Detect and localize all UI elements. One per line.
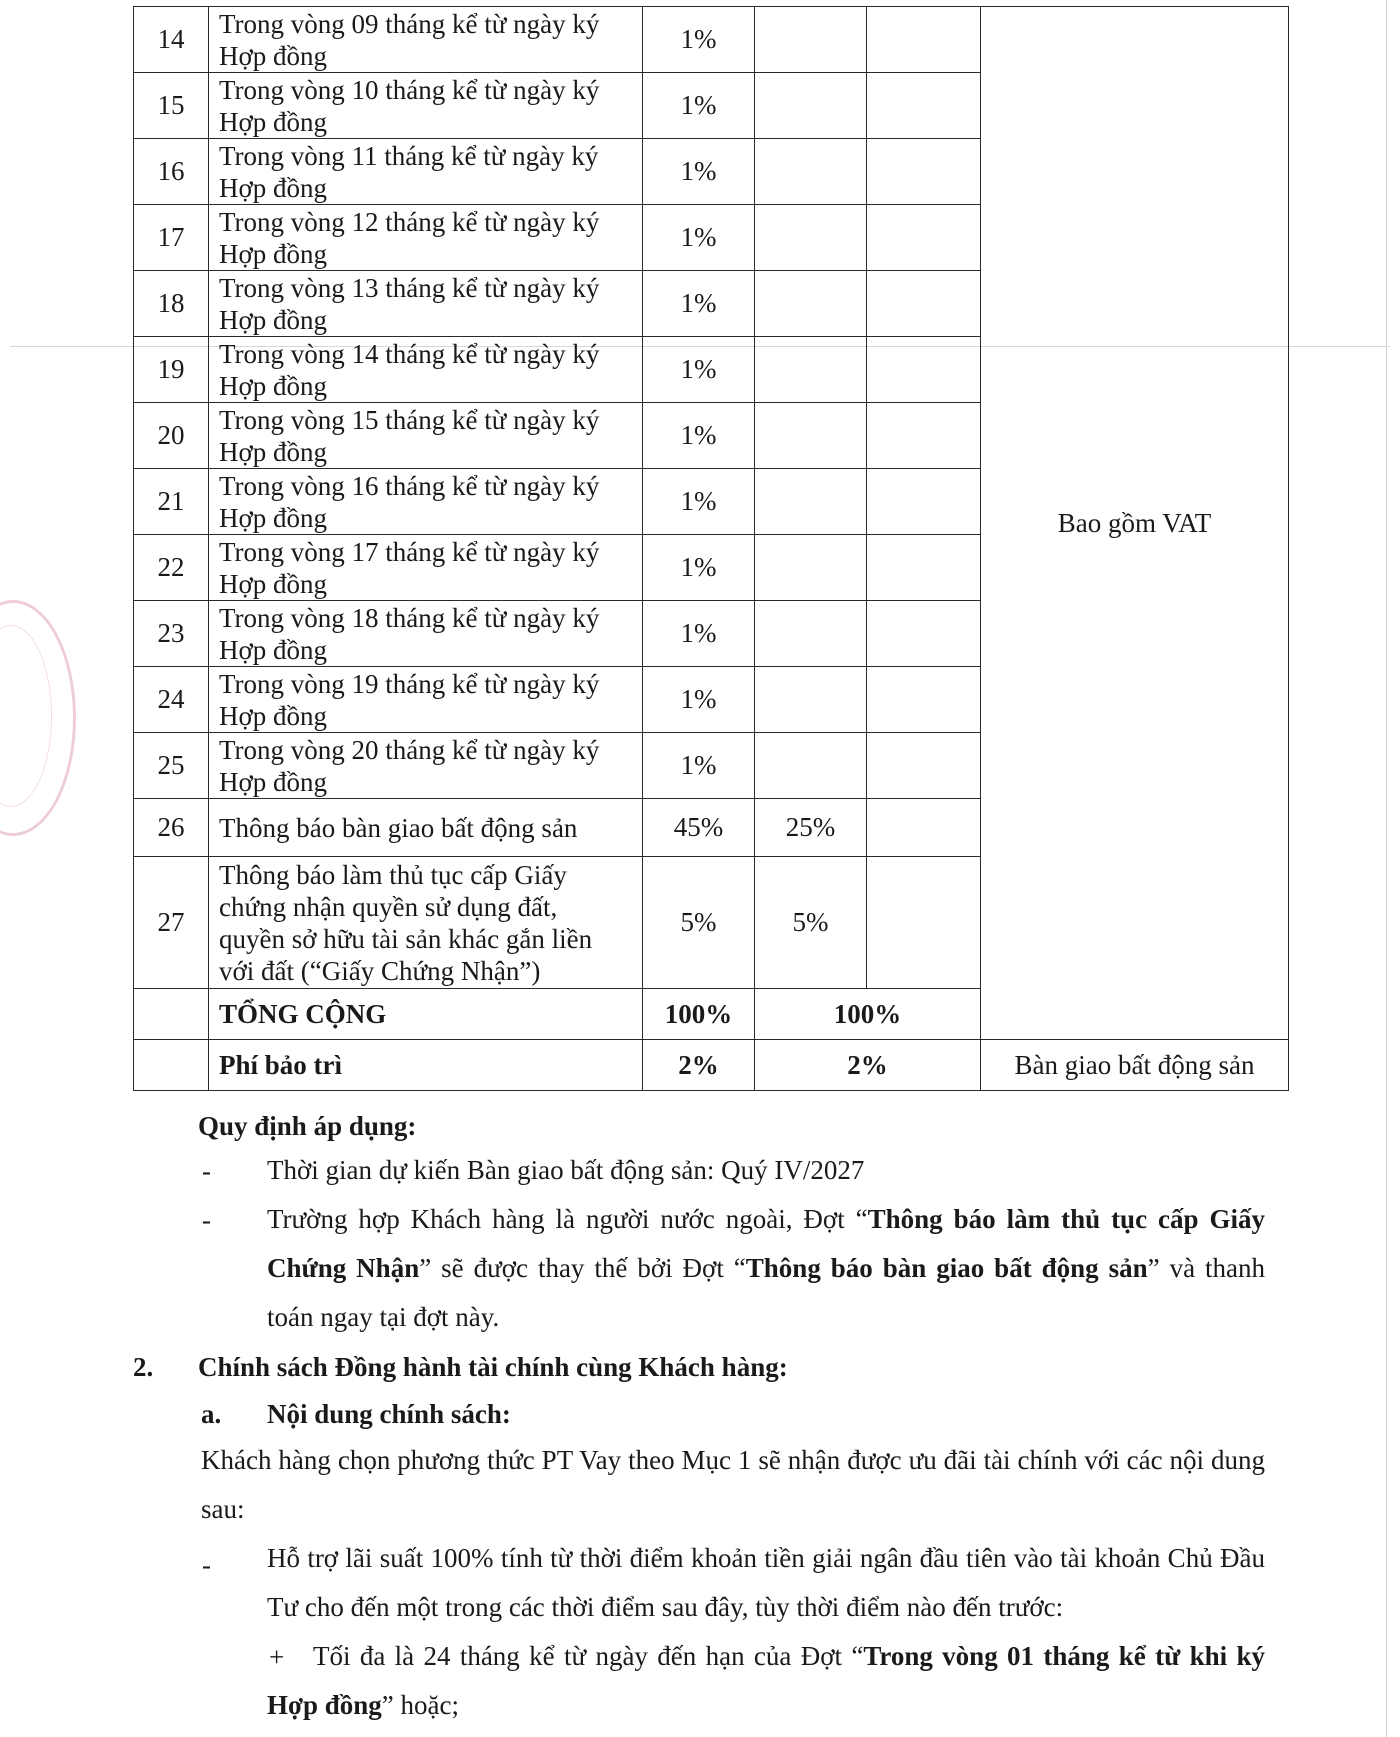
row-percent: 1%	[643, 337, 755, 403]
row-percent-2	[755, 733, 867, 799]
rules-bullet2-text3: ” và thanh toán ngay tại đợt này.	[267, 1253, 1266, 1332]
section2-plus-bold: Trong vòng 01 tháng kể từ khi ký Hợp đồng	[267, 1641, 1266, 1720]
section2-plus: +	[269, 1642, 285, 1672]
rules-heading: Quy định áp dụng:	[198, 1111, 417, 1141]
row-empty-cell	[867, 601, 981, 667]
row-description-line: Trong vòng 10 tháng kể từ ngày ký	[219, 74, 600, 105]
row-description-line: Hợp đồng	[219, 238, 328, 269]
row-percent: 1%	[643, 7, 755, 73]
row-percent: 1%	[643, 403, 755, 469]
row-percent: 45%	[643, 799, 755, 857]
row-description-line: Trong vòng 20 tháng kể từ ngày ký	[219, 734, 600, 765]
rules-bullet2	[267, 1195, 1265, 1342]
row-description-line: Trong vòng 19 tháng kể từ ngày ký	[219, 668, 600, 699]
fee-empty-cell	[134, 1040, 209, 1091]
row-description-line: Trong vòng 11 tháng kể từ ngày ký	[219, 140, 599, 171]
row-percent-2	[755, 469, 867, 535]
row-description-line: Trong vòng 12 tháng kể từ ngày ký	[219, 206, 600, 237]
rules-bullet2-dash: -	[202, 1205, 211, 1235]
section2-plus-text-a: Tối đa là 24 tháng kể từ ngày đến hạn của Đợt “	[313, 1641, 864, 1671]
row-empty-cell	[867, 535, 981, 601]
row-description-line: Trong vòng 17 tháng kể từ ngày ký	[219, 536, 600, 567]
total-percent: 100%	[643, 989, 755, 1040]
row-description-line: Hợp đồng	[219, 568, 328, 599]
row-description-line: chứng nhận quyền sử dụng đất,	[219, 891, 558, 922]
row-description	[209, 733, 643, 799]
total-empty-cell	[134, 989, 209, 1040]
row-description-line: Trong vòng 15 tháng kể từ ngày ký	[219, 404, 600, 435]
rules-bullet2-text2: ” sẽ được thay thế bởi Đợt “	[419, 1253, 746, 1283]
row-description	[209, 7, 643, 73]
payment-schedule-table	[133, 6, 1289, 1091]
row-description-line: với đất (“Giấy Chứng Nhận”)	[219, 955, 541, 986]
row-description	[209, 535, 643, 601]
row-percent: 1%	[643, 139, 755, 205]
row-percent: 1%	[643, 667, 755, 733]
row-percent: 1%	[643, 73, 755, 139]
row-percent: 1%	[643, 733, 755, 799]
row-empty-cell	[867, 73, 981, 139]
row-description-line: Trong vòng 13 tháng kể từ ngày ký	[219, 272, 600, 303]
row-number: 22	[134, 535, 209, 601]
row-number: 24	[134, 667, 209, 733]
rules-bullet2-text: Trường hợp Khách hàng là người nước ngoài, Đợt “	[267, 1204, 868, 1234]
row-empty-cell	[867, 337, 981, 403]
row-number: 19	[134, 337, 209, 403]
section2-bullet: Hỗ trợ lãi suất 100% tính từ thời điểm khoản tiền giải ngân đầu tiên vào tài khoản Chủ Đầu Tư cho đến một trong các thời điểm sau đây, tùy thời điểm nào đến trước:	[267, 1543, 1265, 1622]
row-description-line: Trong vòng 14 tháng kể từ ngày ký	[219, 338, 600, 369]
row-number: 15	[134, 73, 209, 139]
row-empty-cell	[867, 403, 981, 469]
row-empty-cell	[867, 733, 981, 799]
row-number: 23	[134, 601, 209, 667]
row-percent-2	[755, 139, 867, 205]
row-number: 17	[134, 205, 209, 271]
row-percent: 5%	[643, 857, 755, 989]
row-description-line: Trong vòng 16 tháng kể từ ngày ký	[219, 470, 600, 501]
row-percent-2: 25%	[755, 799, 867, 857]
row-number: 16	[134, 139, 209, 205]
fee-label: Phí bảo trì	[209, 1040, 643, 1091]
row-description-line: Hợp đồng	[219, 304, 328, 335]
rules-bullet2-bold2: Thông báo bàn giao bất động sản	[745, 1253, 1148, 1283]
total-label: TỔNG CỘNG	[209, 989, 643, 1040]
row-description-line: Trong vòng 18 tháng kể từ ngày ký	[219, 602, 600, 633]
row-percent-2	[755, 403, 867, 469]
row-description-line: Hợp đồng	[219, 634, 328, 665]
row-percent-2: 5%	[755, 857, 867, 989]
total-percent-2: 100%	[755, 989, 981, 1040]
row-percent-2	[755, 601, 867, 667]
maintenance-fee-row	[134, 1040, 1289, 1091]
rules-bullet1: Thời gian dự kiến Bàn giao bất động sản: Quý IV/2027	[267, 1155, 865, 1185]
fee-note: Bàn giao bất động sản	[981, 1040, 1289, 1091]
row-empty-cell	[867, 469, 981, 535]
row-description-line: Hợp đồng	[219, 436, 328, 467]
row-description	[209, 799, 643, 857]
rules-bullet2-bold1: Thông báo làm thủ tục cấp Giấy Chứng Nhận	[267, 1204, 1265, 1283]
row-empty-cell	[867, 667, 981, 733]
row-percent: 1%	[643, 469, 755, 535]
row-description	[209, 73, 643, 139]
row-description	[209, 601, 643, 667]
row-description-line: Hợp đồng	[219, 502, 328, 533]
rules-bullet1-dash: -	[202, 1156, 211, 1186]
fee-percent: 2%	[643, 1040, 755, 1091]
row-percent-2	[755, 271, 867, 337]
row-number: 26	[134, 799, 209, 857]
row-description-line: Trong vòng 09 tháng kể từ ngày ký	[219, 8, 600, 39]
section2-sub-title: Nội dung chính sách:	[267, 1399, 511, 1429]
row-description	[209, 403, 643, 469]
row-percent: 1%	[643, 601, 755, 667]
section2-bullet-dash: -	[202, 1550, 211, 1580]
section2-number: 2.	[133, 1352, 154, 1382]
row-percent: 1%	[643, 535, 755, 601]
row-description-line: Hợp đồng	[219, 40, 328, 71]
row-description	[209, 469, 643, 535]
scan-edge	[1386, 0, 1387, 1737]
row-description	[209, 271, 643, 337]
section2-sub-letter: a.	[201, 1399, 222, 1429]
row-percent-2	[755, 73, 867, 139]
fee-percent-2: 2%	[755, 1040, 981, 1091]
row-description	[209, 337, 643, 403]
row-description-line: Hợp đồng	[219, 106, 328, 137]
section2-intro: Khách hàng chọn phương thức PT Vay theo Mục 1 sẽ nhận được ưu đãi tài chính với các nội dung sau:	[201, 1445, 1265, 1524]
section2-plus-text-c: ” hoặc;	[381, 1690, 459, 1720]
row-number: 27	[134, 857, 209, 989]
row-description	[209, 667, 643, 733]
row-number: 21	[134, 469, 209, 535]
row-empty-cell	[867, 205, 981, 271]
section2-title: Chính sách Đồng hành tài chính cùng Khách hàng:	[198, 1352, 788, 1382]
row-empty-cell	[867, 7, 981, 73]
row-percent-2	[755, 337, 867, 403]
table-row	[134, 7, 1289, 73]
row-empty-cell	[867, 139, 981, 205]
row-description-line: Thông báo làm thủ tục cấp Giấy	[219, 859, 567, 890]
vat-note: Bao gồm VAT	[981, 7, 1289, 1040]
row-percent-2	[755, 667, 867, 733]
row-percent-2	[755, 535, 867, 601]
row-description	[209, 205, 643, 271]
row-description-line: Thông báo bàn giao bất động sản	[219, 812, 578, 843]
row-description-line: Hợp đồng	[219, 370, 328, 401]
section2-plus-text	[267, 1632, 1265, 1730]
row-empty-cell	[867, 857, 981, 989]
row-percent-2	[755, 7, 867, 73]
row-description	[209, 857, 643, 989]
row-description	[209, 139, 643, 205]
row-number: 14	[134, 7, 209, 73]
row-empty-cell	[867, 271, 981, 337]
row-number: 25	[134, 733, 209, 799]
row-empty-cell	[867, 799, 981, 857]
row-number: 18	[134, 271, 209, 337]
row-number: 20	[134, 403, 209, 469]
row-description-line: Hợp đồng	[219, 700, 328, 731]
row-description-line: Hợp đồng	[219, 766, 328, 797]
row-description-line: Hợp đồng	[219, 172, 328, 203]
row-percent-2	[755, 205, 867, 271]
row-percent: 1%	[643, 205, 755, 271]
row-description-line: quyền sở hữu tài sản khác gắn liền	[219, 923, 593, 954]
row-percent: 1%	[643, 271, 755, 337]
